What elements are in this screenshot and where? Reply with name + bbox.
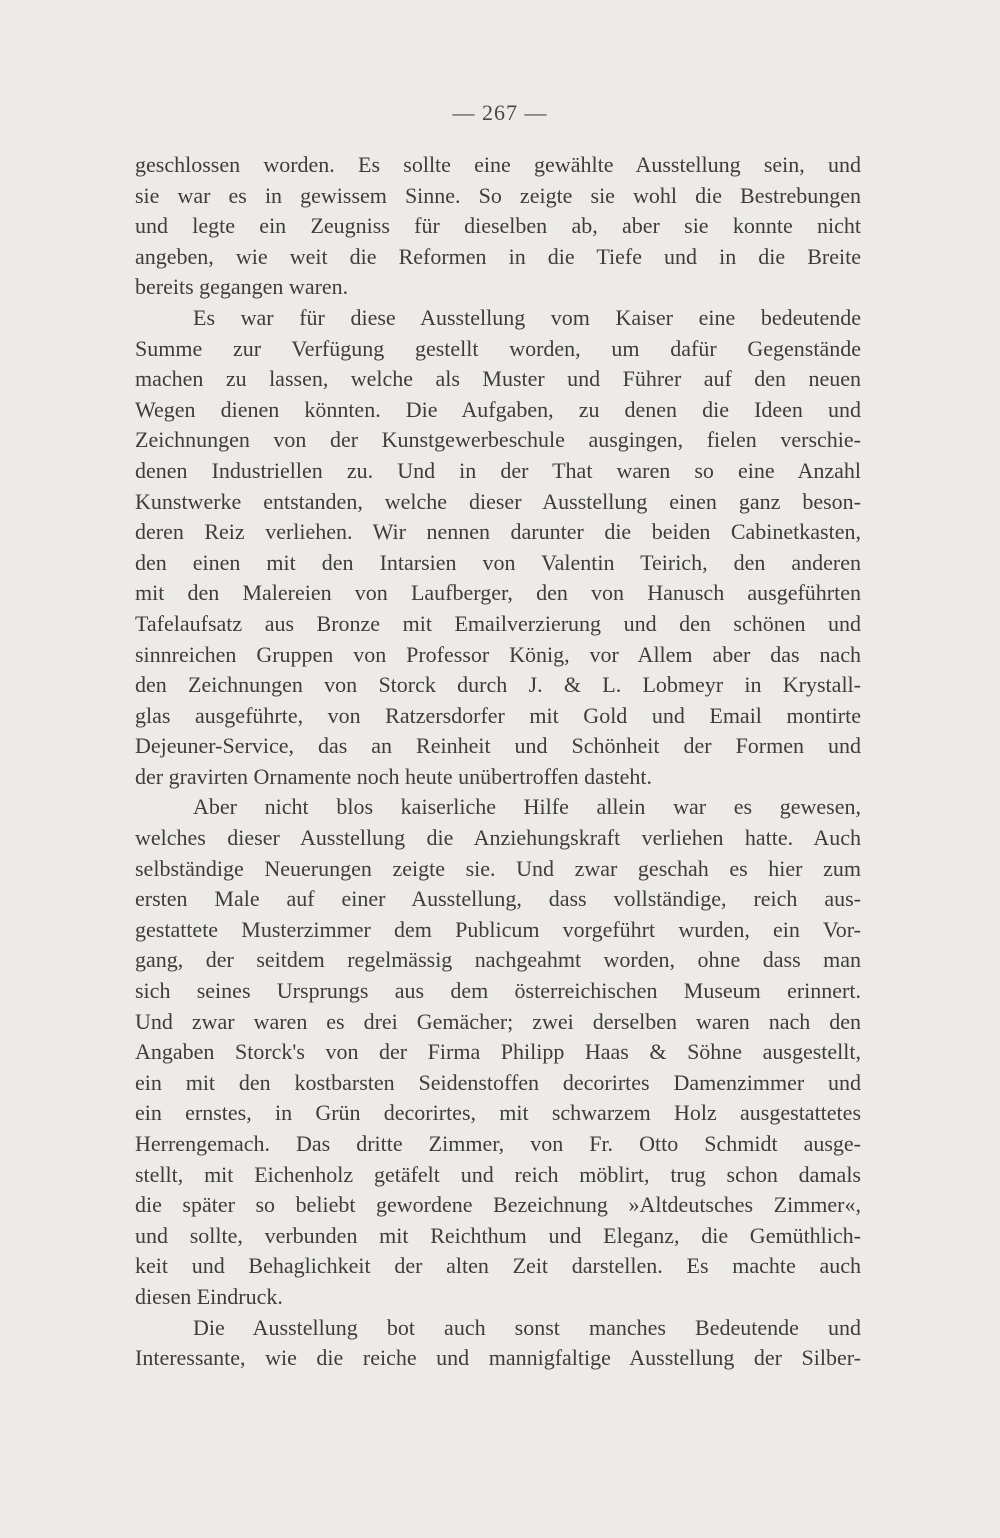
- text-line: deren Reiz verliehen. Wir nennen darunter die beiden Cabinetkasten,: [135, 519, 861, 545]
- text-line: angeben, wie weit die Reformen in die Tiefe und in die Breite: [135, 243, 861, 269]
- text-line: Angaben Storck's von der Firma Philipp Haas & Söhne ausgestellt,: [135, 1039, 861, 1065]
- text-line: sie war es in gewissem Sinne. So zeigte sie wohl die Bestrebungen: [135, 182, 861, 208]
- text-line: Kunstwerke entstanden, welche dieser Ausstellung einen ganz beson-: [135, 488, 861, 514]
- text-line: gestattete Musterzimmer dem Publicum vorgeführt wurden, ein Vor-: [135, 916, 861, 942]
- text-line: selbständige Neuerungen zeigte sie. Und zwar geschah es hier zum: [135, 855, 861, 881]
- text-line: glas ausgeführte, von Ratzersdorfer mit Gold und Email montirte: [135, 702, 861, 728]
- paragraph-start-line: Es war für diese Ausstellung vom Kaiser eine bedeutende: [193, 304, 861, 330]
- text-line: bereits gegangen waren.: [135, 274, 349, 300]
- text-line: diesen Eindruck.: [135, 1283, 283, 1309]
- text-line: Zeichnungen von der Kunstgewerbeschule ausgingen, fielen verschie-: [135, 427, 861, 453]
- text-line: Dejeuner-Service, das an Reinheit und Schönheit der Formen und: [135, 733, 861, 759]
- text-line: den Zeichnungen von Storck durch J. & L. Lobmeyr in Krystall-: [135, 672, 861, 698]
- text-line: und legte ein Zeugniss für dieselben ab, aber sie konnte nicht: [135, 213, 861, 239]
- text-line: Summe zur Verfügung gestellt worden, um dafür Gegenstände: [135, 335, 861, 361]
- text-line: mit den Malereien von Laufberger, den von Hanusch ausgeführten: [135, 580, 861, 606]
- text-line: Herrengemach. Das dritte Zimmer, von Fr. Otto Schmidt ausge-: [135, 1131, 861, 1156]
- text-line: stellt, mit Eichenholz getäfelt und reich möblirt, trug schon damals: [135, 1161, 861, 1187]
- text-line: Tafelaufsatz aus Bronze mit Emailverzierung und den schönen und: [135, 610, 861, 636]
- text-line: ein mit den kostbarsten Seidenstoffen decorirtes Damenzimmer und: [135, 1069, 861, 1095]
- paragraph-start-line: Die Ausstellung bot auch sonst manches Bedeutende und: [193, 1314, 861, 1340]
- text-line: welches dieser Ausstellung die Anziehungskraft verliehen hatte. Auch: [135, 825, 861, 851]
- text-line: der gravirten Ornamente noch heute unübertroffen dasteht.: [135, 763, 652, 789]
- text-line: geschlossen worden. Es sollte eine gewählte Ausstellung sein, und: [135, 152, 861, 177]
- text-line: sinnreichen Gruppen von Professor König, vor Allem aber das nach: [135, 641, 861, 667]
- text-line: ersten Male auf einer Ausstellung, dass vollständige, reich aus-: [135, 886, 861, 912]
- page-number: — 267 —: [452, 100, 548, 125]
- text-line: machen zu lassen, welche als Muster und Führer auf den neuen: [135, 366, 861, 392]
- paragraph-start-line: Aber nicht blos kaiserliche Hilfe allein war es gewesen,: [193, 794, 861, 820]
- text-line: den einen mit den Intarsien von Valentin Teirich, den anderen: [135, 549, 861, 575]
- text-line: keit und Behaglichkeit der alten Zeit darstellen. Es machte auch: [135, 1253, 861, 1279]
- text-line: denen Industriellen zu. Und in der That waren so eine Anzahl: [135, 457, 861, 483]
- text-line: und sollte, verbunden mit Reichthum und Eleganz, die Gemüthlich-: [135, 1222, 861, 1248]
- text-line: Interessante, wie die reiche und mannigfaltige Ausstellung der Silber-: [135, 1345, 861, 1371]
- text-line: Wegen dienen könnten. Die Aufgaben, zu denen die Ideen und: [135, 396, 861, 422]
- text-line: ein ernstes, in Grün decorirtes, mit schwarzem Holz ausgestattetes: [135, 1100, 861, 1126]
- text-line: sich seines Ursprungs aus dem österreichischen Museum erinnert.: [135, 978, 861, 1004]
- text-line: Und zwar waren es drei Gemächer; zwei derselben waren nach den: [135, 1008, 861, 1034]
- text-line: die später so beliebt gewordene Bezeichnung »Altdeutsches Zimmer«,: [135, 1192, 861, 1218]
- text-line: gang, der seitdem regelmässig nachgeahmt worden, ohne dass man: [135, 947, 861, 973]
- body-text: [135, 150, 861, 1374]
